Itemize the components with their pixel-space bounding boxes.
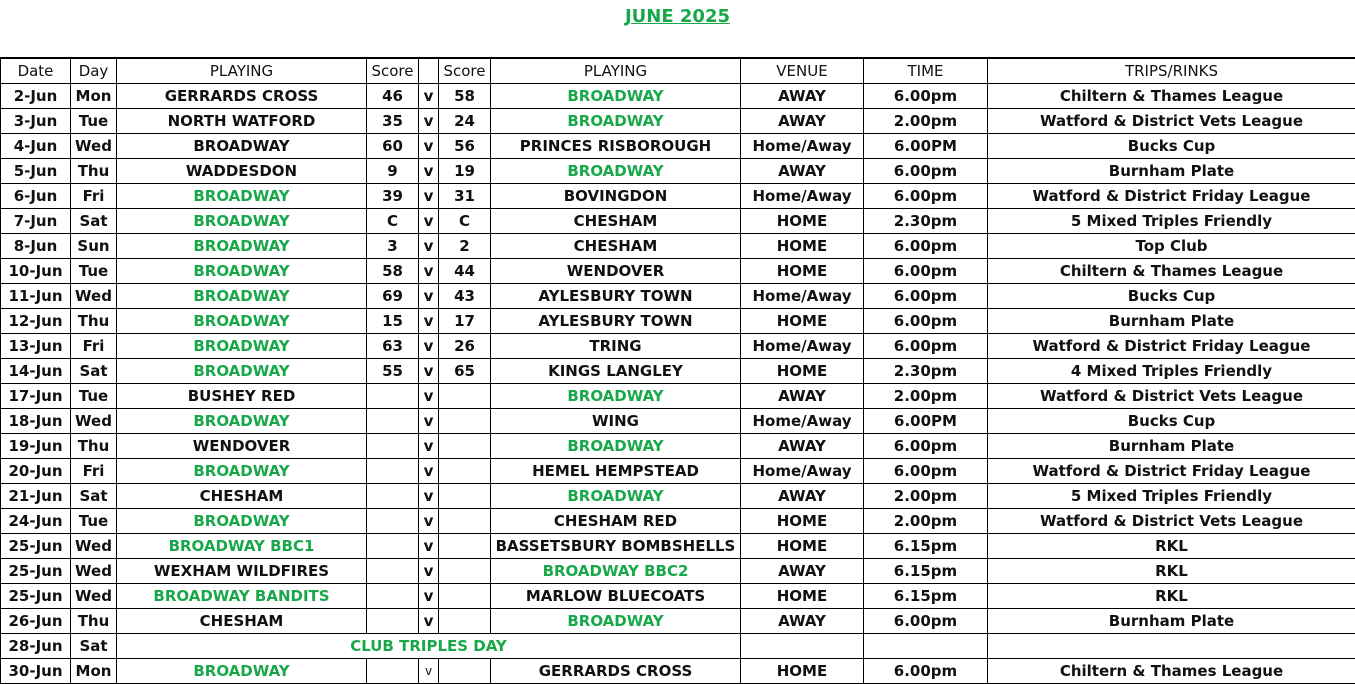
cell-score-home: 3 <box>367 234 419 259</box>
cell-comp: Chiltern & Thames League <box>988 659 1355 684</box>
cell-away-team: BOVINGDON <box>491 184 741 209</box>
cell-comp <box>988 634 1355 659</box>
cell-score-away: 56 <box>439 134 491 159</box>
cell-score-home <box>367 459 419 484</box>
cell-away-team: CHESHAM <box>491 209 741 234</box>
cell-venue: Home/Away <box>741 409 864 434</box>
cell-home-team: CHESHAM <box>117 484 367 509</box>
cell-time: 6.15pm <box>864 584 988 609</box>
cell-date: 28-Jun <box>1 634 71 659</box>
cell-comp: RKL <box>988 534 1355 559</box>
table-row <box>1 159 1355 184</box>
cell-day: Tue <box>71 384 117 409</box>
cell-score-away <box>439 484 491 509</box>
cell-time: 2.00pm <box>864 484 988 509</box>
cell-venue: HOME <box>741 309 864 334</box>
cell-comp: Top Club <box>988 234 1355 259</box>
cell-date: 17-Jun <box>1 384 71 409</box>
cell-comp: Chiltern & Thames League <box>988 259 1355 284</box>
cell-score-home <box>367 434 419 459</box>
header-day: Day <box>71 59 117 84</box>
cell-day: Wed <box>71 284 117 309</box>
cell-day: Thu <box>71 434 117 459</box>
cell-score-home <box>367 659 419 684</box>
cell-away-team: BROADWAY <box>491 159 741 184</box>
cell-day: Thu <box>71 159 117 184</box>
cell-away-team: BROADWAY <box>491 109 741 134</box>
cell-day: Sat <box>71 209 117 234</box>
header-playing-home: PLAYING <box>117 59 367 84</box>
cell-score-home: 9 <box>367 159 419 184</box>
header-time: TIME <box>864 59 988 84</box>
cell-home-team: WEXHAM WILDFIRES <box>117 559 367 584</box>
cell-date: 25-Jun <box>1 534 71 559</box>
cell-home-team: BROADWAY <box>117 459 367 484</box>
table-header-row <box>1 59 1355 84</box>
cell-score-away <box>439 434 491 459</box>
cell-away-team: BROADWAY BBC2 <box>491 559 741 584</box>
cell-date: 6-Jun <box>1 184 71 209</box>
cell-day: Fri <box>71 459 117 484</box>
cell-comp: Burnham Plate <box>988 609 1355 634</box>
cell-versus: v <box>419 109 439 134</box>
cell-time: 6.00pm <box>864 609 988 634</box>
page-title: JUNE 2025 <box>0 6 1355 27</box>
cell-away-team: BROADWAY <box>491 484 741 509</box>
cell-time: 2.00pm <box>864 384 988 409</box>
table-row <box>1 359 1355 384</box>
cell-home-team: BROADWAY <box>117 234 367 259</box>
header-score-home: Score <box>367 59 419 84</box>
cell-score-away: 65 <box>439 359 491 384</box>
cell-time: 6.00pm <box>864 234 988 259</box>
cell-score-home: 46 <box>367 84 419 109</box>
cell-comp: Bucks Cup <box>988 284 1355 309</box>
cell-venue: Home/Away <box>741 334 864 359</box>
cell-score-away: 58 <box>439 84 491 109</box>
cell-time: 2.30pm <box>864 359 988 384</box>
cell-day: Sat <box>71 359 117 384</box>
cell-date: 7-Jun <box>1 209 71 234</box>
cell-versus: v <box>419 259 439 284</box>
cell-score-away <box>439 609 491 634</box>
cell-score-home: 60 <box>367 134 419 159</box>
cell-score-home: C <box>367 209 419 234</box>
cell-day: Tue <box>71 109 117 134</box>
table-row <box>1 209 1355 234</box>
cell-day: Sat <box>71 484 117 509</box>
cell-score-away: 31 <box>439 184 491 209</box>
cell-score-away <box>439 384 491 409</box>
cell-date: 24-Jun <box>1 509 71 534</box>
cell-time: 6.00pm <box>864 284 988 309</box>
cell-score-away <box>439 509 491 534</box>
header-versus <box>419 59 439 84</box>
cell-venue <box>741 634 864 659</box>
cell-versus: v <box>419 159 439 184</box>
cell-home-team: WENDOVER <box>117 434 367 459</box>
cell-venue: AWAY <box>741 384 864 409</box>
cell-score-home: 69 <box>367 284 419 309</box>
cell-versus: v <box>419 359 439 384</box>
cell-home-team: BROADWAY <box>117 359 367 384</box>
cell-comp: Burnham Plate <box>988 309 1355 334</box>
cell-versus: v <box>419 659 439 684</box>
cell-score-away <box>439 659 491 684</box>
cell-comp: 5 Mixed Triples Friendly <box>988 209 1355 234</box>
cell-comp: Burnham Plate <box>988 159 1355 184</box>
cell-comp: Watford & District Vets League <box>988 384 1355 409</box>
cell-score-home <box>367 409 419 434</box>
cell-home-team: WADDESDON <box>117 159 367 184</box>
cell-date: 25-Jun <box>1 584 71 609</box>
cell-away-team: AYLESBURY TOWN <box>491 309 741 334</box>
cell-day: Thu <box>71 309 117 334</box>
cell-venue: HOME <box>741 259 864 284</box>
cell-time: 6.00PM <box>864 134 988 159</box>
cell-score-away: 24 <box>439 109 491 134</box>
cell-score-home <box>367 559 419 584</box>
cell-day: Mon <box>71 659 117 684</box>
cell-date: 26-Jun <box>1 609 71 634</box>
cell-time <box>864 634 988 659</box>
cell-day: Tue <box>71 509 117 534</box>
cell-home-team: NORTH WATFORD <box>117 109 367 134</box>
cell-date: 10-Jun <box>1 259 71 284</box>
table-row <box>1 409 1355 434</box>
cell-comp: Bucks Cup <box>988 409 1355 434</box>
cell-date: 8-Jun <box>1 234 71 259</box>
cell-versus: v <box>419 384 439 409</box>
cell-comp: Bucks Cup <box>988 134 1355 159</box>
cell-venue: Home/Away <box>741 284 864 309</box>
cell-date: 21-Jun <box>1 484 71 509</box>
title-bar <box>0 0 1355 58</box>
cell-date: 4-Jun <box>1 134 71 159</box>
cell-home-team: BROADWAY <box>117 659 367 684</box>
cell-score-away: 44 <box>439 259 491 284</box>
cell-venue: HOME <box>741 584 864 609</box>
cell-score-home: 63 <box>367 334 419 359</box>
cell-score-home: 55 <box>367 359 419 384</box>
cell-versus: v <box>419 234 439 259</box>
cell-time: 6.00pm <box>864 159 988 184</box>
cell-versus: v <box>419 184 439 209</box>
cell-versus: v <box>419 409 439 434</box>
table-row <box>1 284 1355 309</box>
header-trips-rinks: TRIPS/RINKS <box>988 59 1355 84</box>
cell-away-team: BROADWAY <box>491 84 741 109</box>
cell-date: 14-Jun <box>1 359 71 384</box>
fixtures-table <box>0 58 1355 684</box>
cell-score-away: 26 <box>439 334 491 359</box>
cell-home-team: BROADWAY <box>117 309 367 334</box>
cell-date: 19-Jun <box>1 434 71 459</box>
table-row <box>1 434 1355 459</box>
cell-versus: v <box>419 309 439 334</box>
cell-versus: v <box>419 84 439 109</box>
cell-venue: AWAY <box>741 84 864 109</box>
cell-venue: AWAY <box>741 609 864 634</box>
cell-score-home: 15 <box>367 309 419 334</box>
cell-date: 3-Jun <box>1 109 71 134</box>
cell-venue: Home/Away <box>741 184 864 209</box>
table-row <box>1 534 1355 559</box>
header-date: Date <box>1 59 71 84</box>
cell-home-team: BROADWAY BBC1 <box>117 534 367 559</box>
table-row-special <box>1 634 1355 659</box>
cell-venue: HOME <box>741 659 864 684</box>
cell-time: 2.00pm <box>864 509 988 534</box>
cell-versus: v <box>419 609 439 634</box>
cell-score-away <box>439 559 491 584</box>
cell-venue: Home/Away <box>741 134 864 159</box>
cell-away-team: BROADWAY <box>491 384 741 409</box>
cell-score-away <box>439 534 491 559</box>
cell-score-away: 2 <box>439 234 491 259</box>
cell-score-home: 39 <box>367 184 419 209</box>
cell-away-team: MARLOW BLUECOATS <box>491 584 741 609</box>
cell-date: 2-Jun <box>1 84 71 109</box>
cell-versus: v <box>419 284 439 309</box>
cell-venue: AWAY <box>741 559 864 584</box>
cell-score-away <box>439 459 491 484</box>
cell-date: 25-Jun <box>1 559 71 584</box>
cell-time: 6.00pm <box>864 259 988 284</box>
cell-time: 6.00PM <box>864 409 988 434</box>
cell-away-team: BROADWAY <box>491 609 741 634</box>
cell-venue: AWAY <box>741 159 864 184</box>
cell-away-team: WING <box>491 409 741 434</box>
header-score-away: Score <box>439 59 491 84</box>
cell-comp: Burnham Plate <box>988 434 1355 459</box>
cell-comp: 4 Mixed Triples Friendly <box>988 359 1355 384</box>
cell-venue: AWAY <box>741 109 864 134</box>
cell-day: Wed <box>71 584 117 609</box>
cell-time: 6.00pm <box>864 184 988 209</box>
cell-time: 2.30pm <box>864 209 988 234</box>
cell-time: 6.00pm <box>864 309 988 334</box>
cell-day: Sat <box>71 634 117 659</box>
cell-versus: v <box>419 459 439 484</box>
cell-home-team: BROADWAY <box>117 284 367 309</box>
cell-comp: RKL <box>988 559 1355 584</box>
cell-away-team: TRING <box>491 334 741 359</box>
table-row <box>1 459 1355 484</box>
cell-comp: Watford & District Vets League <box>988 509 1355 534</box>
cell-day: Thu <box>71 609 117 634</box>
cell-comp: Watford & District Friday League <box>988 184 1355 209</box>
cell-day: Fri <box>71 334 117 359</box>
cell-date: 5-Jun <box>1 159 71 184</box>
cell-score-home: 35 <box>367 109 419 134</box>
cell-score-home <box>367 609 419 634</box>
cell-away-team: HEMEL HEMPSTEAD <box>491 459 741 484</box>
cell-home-team: BROADWAY <box>117 184 367 209</box>
cell-time: 6.00pm <box>864 84 988 109</box>
table-row <box>1 384 1355 409</box>
header-venue: VENUE <box>741 59 864 84</box>
cell-away-team: AYLESBURY TOWN <box>491 284 741 309</box>
cell-day: Wed <box>71 559 117 584</box>
cell-event: CLUB TRIPLES DAY <box>117 634 741 659</box>
cell-comp: 5 Mixed Triples Friendly <box>988 484 1355 509</box>
cell-day: Sun <box>71 234 117 259</box>
table-row <box>1 259 1355 284</box>
cell-date: 18-Jun <box>1 409 71 434</box>
cell-versus: v <box>419 509 439 534</box>
cell-score-away: 17 <box>439 309 491 334</box>
cell-time: 2.00pm <box>864 109 988 134</box>
cell-score-away: C <box>439 209 491 234</box>
cell-versus: v <box>419 209 439 234</box>
cell-comp: Chiltern & Thames League <box>988 84 1355 109</box>
table-row <box>1 509 1355 534</box>
cell-away-team: KINGS LANGLEY <box>491 359 741 384</box>
cell-versus: v <box>419 134 439 159</box>
cell-time: 6.00pm <box>864 434 988 459</box>
cell-comp: Watford & District Friday League <box>988 334 1355 359</box>
cell-versus: v <box>419 559 439 584</box>
cell-day: Wed <box>71 409 117 434</box>
cell-home-team: CHESHAM <box>117 609 367 634</box>
cell-home-team: GERRARDS CROSS <box>117 84 367 109</box>
cell-home-team: BROADWAY BANDITS <box>117 584 367 609</box>
cell-versus: v <box>419 334 439 359</box>
cell-home-team: BUSHEY RED <box>117 384 367 409</box>
cell-score-home: 58 <box>367 259 419 284</box>
cell-date: 11-Jun <box>1 284 71 309</box>
table-row <box>1 609 1355 634</box>
cell-home-team: BROADWAY <box>117 209 367 234</box>
cell-home-team: BROADWAY <box>117 259 367 284</box>
cell-day: Mon <box>71 84 117 109</box>
cell-time: 6.15pm <box>864 534 988 559</box>
cell-score-home <box>367 384 419 409</box>
table-row-last <box>1 659 1355 684</box>
cell-comp: RKL <box>988 584 1355 609</box>
cell-score-home <box>367 484 419 509</box>
cell-versus: v <box>419 534 439 559</box>
table-row <box>1 334 1355 359</box>
cell-away-team: WENDOVER <box>491 259 741 284</box>
cell-home-team: BROADWAY <box>117 134 367 159</box>
cell-venue: HOME <box>741 234 864 259</box>
cell-date: 13-Jun <box>1 334 71 359</box>
cell-away-team: CHESHAM <box>491 234 741 259</box>
cell-day: Wed <box>71 134 117 159</box>
cell-versus: v <box>419 484 439 509</box>
cell-date: 20-Jun <box>1 459 71 484</box>
table-row <box>1 109 1355 134</box>
cell-versus: v <box>419 434 439 459</box>
cell-venue: AWAY <box>741 484 864 509</box>
table-row <box>1 559 1355 584</box>
cell-score-home <box>367 509 419 534</box>
cell-day: Wed <box>71 534 117 559</box>
header-playing-away: PLAYING <box>491 59 741 84</box>
cell-date: 12-Jun <box>1 309 71 334</box>
cell-away-team: GERRARDS CROSS <box>491 659 741 684</box>
cell-home-team: BROADWAY <box>117 409 367 434</box>
cell-date: 30-Jun <box>1 659 71 684</box>
cell-venue: HOME <box>741 534 864 559</box>
cell-versus: v <box>419 584 439 609</box>
cell-venue: HOME <box>741 209 864 234</box>
table-row <box>1 584 1355 609</box>
cell-time: 6.00pm <box>864 659 988 684</box>
table-row <box>1 134 1355 159</box>
table-row <box>1 184 1355 209</box>
cell-home-team: BROADWAY <box>117 334 367 359</box>
cell-time: 6.15pm <box>864 559 988 584</box>
cell-score-home <box>367 534 419 559</box>
cell-score-away <box>439 584 491 609</box>
cell-home-team: BROADWAY <box>117 509 367 534</box>
cell-time: 6.00pm <box>864 334 988 359</box>
cell-day: Fri <box>71 184 117 209</box>
cell-venue: AWAY <box>741 434 864 459</box>
cell-day: Tue <box>71 259 117 284</box>
table-row <box>1 484 1355 509</box>
cell-score-away: 43 <box>439 284 491 309</box>
cell-score-away: 19 <box>439 159 491 184</box>
cell-venue: HOME <box>741 509 864 534</box>
cell-score-home <box>367 584 419 609</box>
cell-time: 6.00pm <box>864 459 988 484</box>
cell-comp: Watford & District Vets League <box>988 109 1355 134</box>
cell-venue: HOME <box>741 359 864 384</box>
cell-score-away <box>439 409 491 434</box>
cell-away-team: CHESHAM RED <box>491 509 741 534</box>
cell-away-team: PRINCES RISBOROUGH <box>491 134 741 159</box>
table-row <box>1 84 1355 109</box>
table-row <box>1 309 1355 334</box>
cell-venue: Home/Away <box>741 459 864 484</box>
cell-comp: Watford & District Friday League <box>988 459 1355 484</box>
table-row <box>1 234 1355 259</box>
cell-away-team: BASSETSBURY BOMBSHELLS <box>491 534 741 559</box>
cell-away-team: BROADWAY <box>491 434 741 459</box>
